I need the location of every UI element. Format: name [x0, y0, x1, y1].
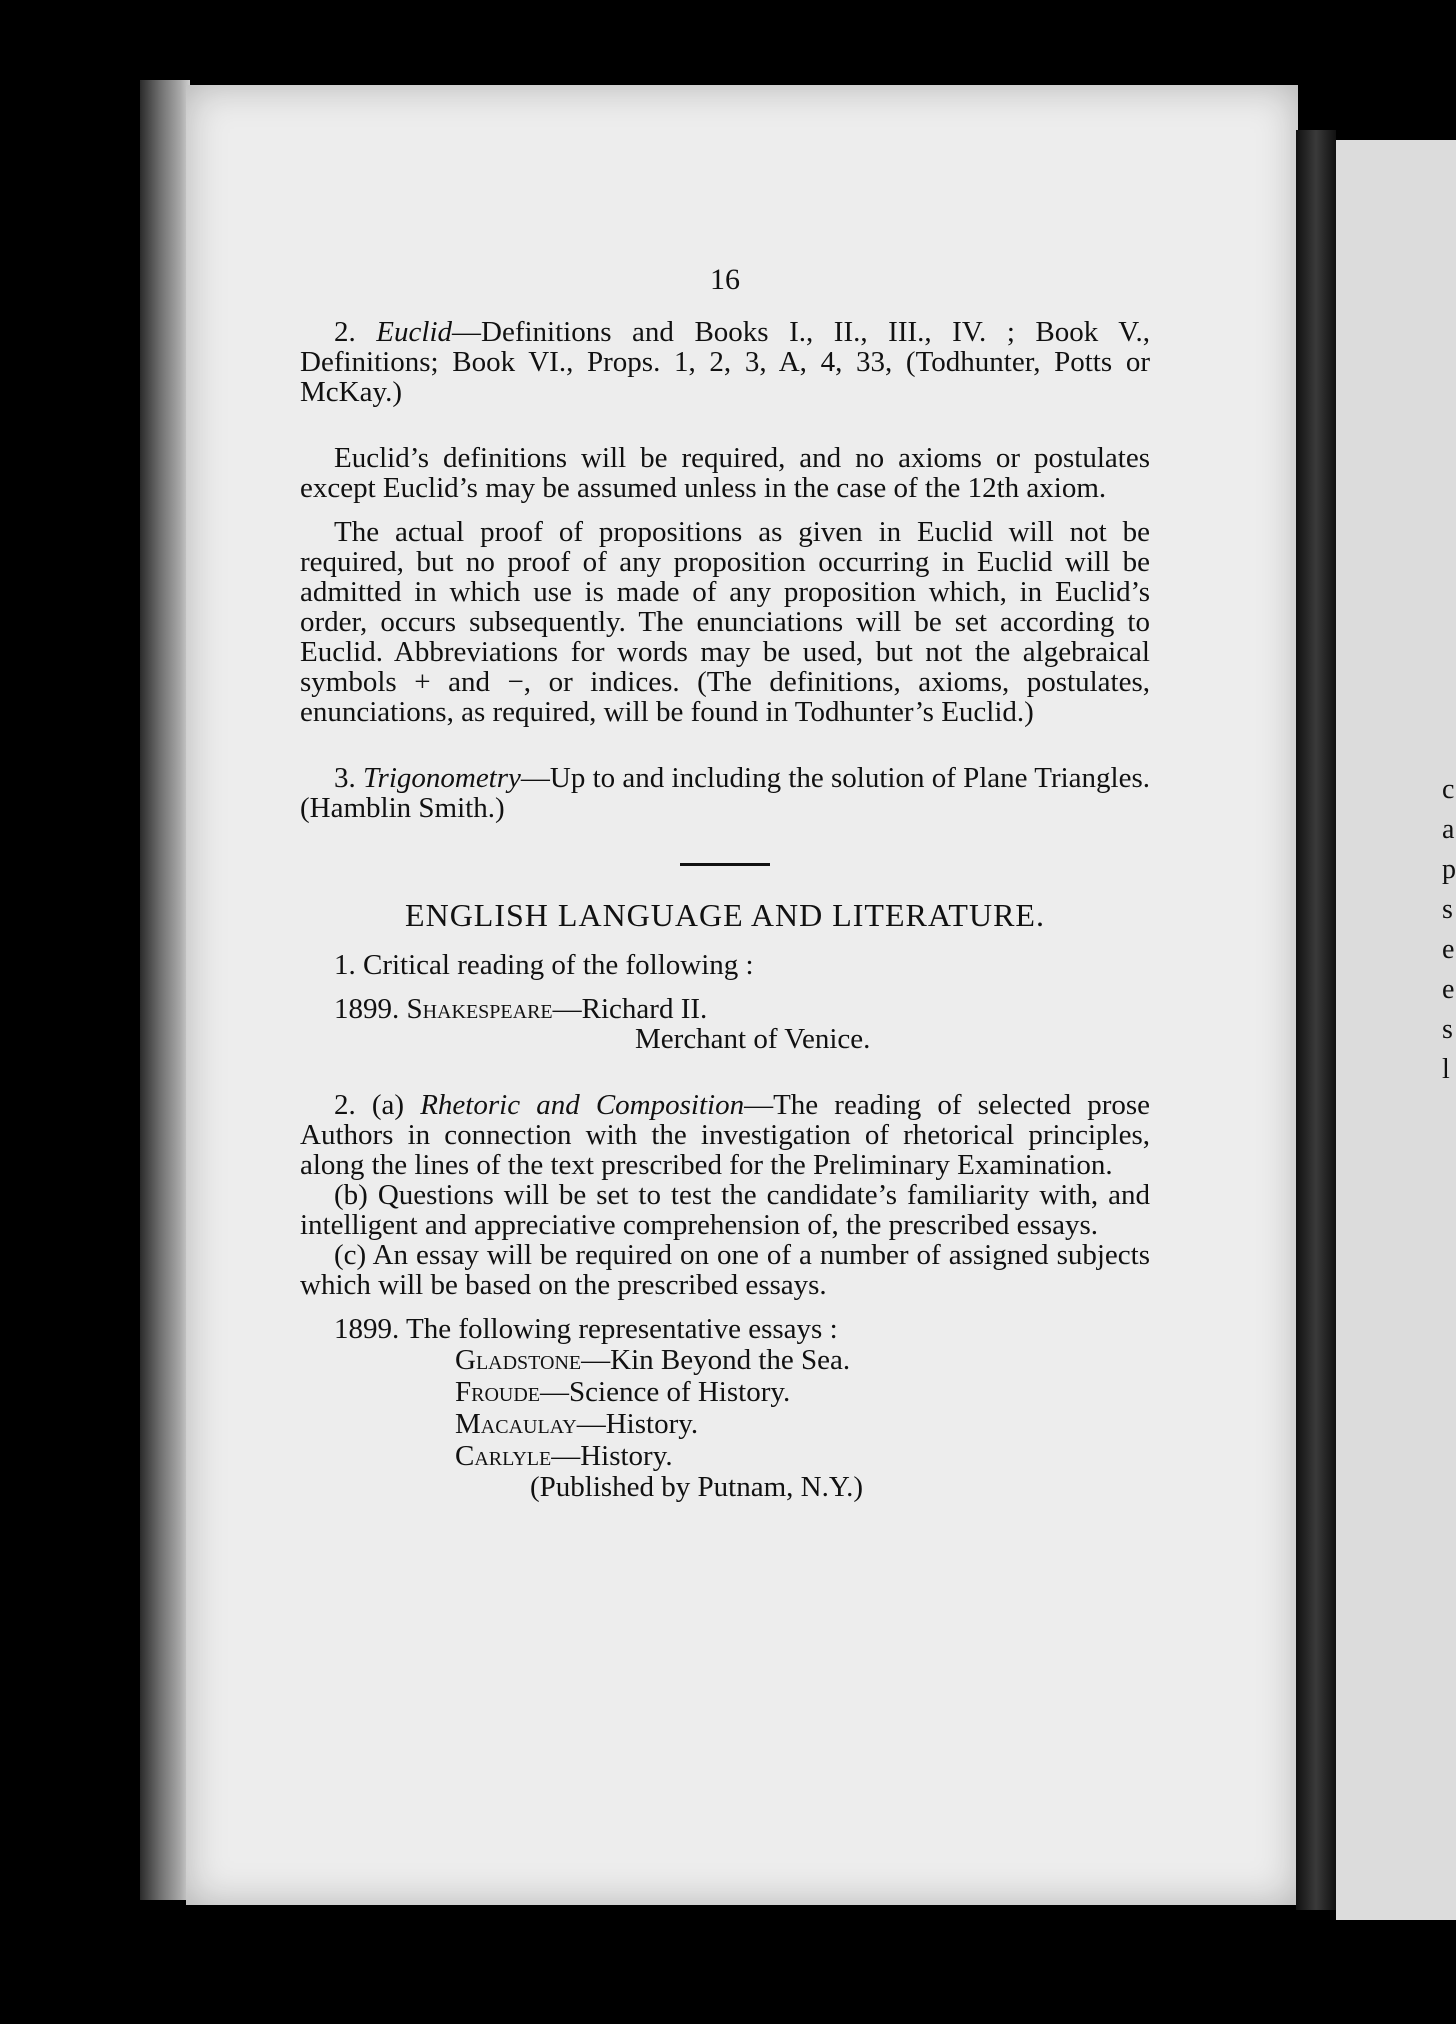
edge-letter: c: [1442, 774, 1455, 805]
item-label: (b): [334, 1179, 368, 1211]
item-text: —The reading of selected prose Authors in connection with the investigation of rhetorical principles, along the lines of the text prescribed for the Preliminary Examination.: [300, 1089, 1151, 1181]
euclid-title: Euclid: [376, 316, 452, 348]
author-name: Shakespeare: [406, 993, 553, 1025]
edge-letter: p: [1442, 854, 1456, 885]
publisher-note: (Published by Putnam, N.Y.): [530, 1471, 863, 1503]
essay-author: Macaulay: [455, 1408, 577, 1440]
facing-page-edge: [1336, 140, 1456, 1920]
essay-author: Gladstone: [455, 1344, 582, 1376]
page-number: 16: [710, 263, 740, 296]
trigonometry-item: [300, 763, 1150, 823]
edge-letter: e: [1442, 974, 1455, 1005]
english-item-2a: [300, 1090, 1150, 1180]
year-label: 1899.: [334, 993, 400, 1025]
item-title: Rhetoric and Composition: [420, 1089, 745, 1121]
essay-title: —History.: [576, 1408, 699, 1440]
shakespeare-line: [300, 994, 1150, 1024]
play-title: —Richard II.: [552, 993, 708, 1025]
play-title-2: Merchant of Venice.: [635, 1023, 871, 1055]
year-label: 1899.: [334, 1313, 400, 1345]
euclid-item: [300, 317, 1150, 407]
item-label: (c): [334, 1239, 367, 1271]
item-text: An essay will be required on one of a number of assigned subjects which will be based on the prescribed essays.: [300, 1239, 1150, 1301]
essay-title: —History.: [551, 1440, 673, 1472]
section-divider: [680, 863, 770, 866]
english-item-1: 1. Critical reading of the following :: [334, 949, 754, 981]
item-text: Questions will be set to test the candidate’s familiarity with, and intelligent and appreciative comprehension of, the prescribed essays.: [300, 1179, 1151, 1241]
list-item: [455, 1440, 1150, 1472]
page-content: [300, 265, 1150, 1502]
trigonometry-number: 3.: [334, 762, 356, 794]
item-label: (a): [371, 1089, 405, 1121]
list-item: [455, 1376, 1150, 1408]
facing-page-letters: [1442, 770, 1456, 1090]
section-heading: ENGLISH LANGUAGE AND LITERATURE.: [405, 897, 1045, 933]
essay-author: Froude: [455, 1376, 541, 1408]
essay-title: —Kin Beyond the Sea.: [581, 1344, 851, 1376]
essays-intro: [300, 1314, 1150, 1344]
edge-letter: a: [1442, 814, 1455, 845]
list-item: [455, 1408, 1150, 1440]
trigonometry-title: Trigonometry: [363, 762, 521, 794]
euclid-text: —Definitions and Books I., II., III., IV. ; Book V., Definitions; Book VI., Props. 1, 2, 3, A, 4, 33, (Todhunter, Potts or McKay.): [300, 316, 1151, 408]
essay-author: Carlyle: [455, 1440, 552, 1472]
trigonometry-text: —Up to and including the solution of Plane Triangles. (Hamblin Smith.): [300, 762, 1151, 824]
edge-letter: e: [1442, 934, 1455, 965]
english-item-2c: [300, 1240, 1150, 1300]
edge-letter: s: [1442, 894, 1453, 925]
essay-title: —Science of History.: [540, 1376, 791, 1408]
english-item-2b: [300, 1180, 1150, 1240]
edge-letter: l: [1442, 1054, 1450, 1085]
euclid-number: 2.: [334, 316, 356, 348]
edge-letter: s: [1442, 1014, 1453, 1045]
page-gutter: [1296, 130, 1336, 1910]
essay-list: [300, 1344, 1150, 1472]
list-item: [455, 1344, 1150, 1376]
euclid-paragraph-1: Euclid’s definitions will be required, and no axioms or postulates except Euclid’s may be assumed unless in the case of the 12th axiom.: [300, 442, 1150, 504]
euclid-paragraph-2: The actual proof of propositions as given in Euclid will not be required, but no proof of any proposition occurring in Euclid will be admitted in which use is made of any proposition which, in Euclid’s order, occurs subsequently. The enunciations will be set according to Euclid. Abbreviations for words may be used, but not the algebraical symbols + and −, or indices. (The definitions, axioms, postulates, enunciations, as required, will be found in Todhunter’s Euclid.): [300, 516, 1150, 728]
item-number: 2.: [334, 1089, 356, 1121]
book-binding-shadow: [140, 80, 190, 1900]
essays-intro-text: The following representative essays :: [405, 1313, 838, 1345]
